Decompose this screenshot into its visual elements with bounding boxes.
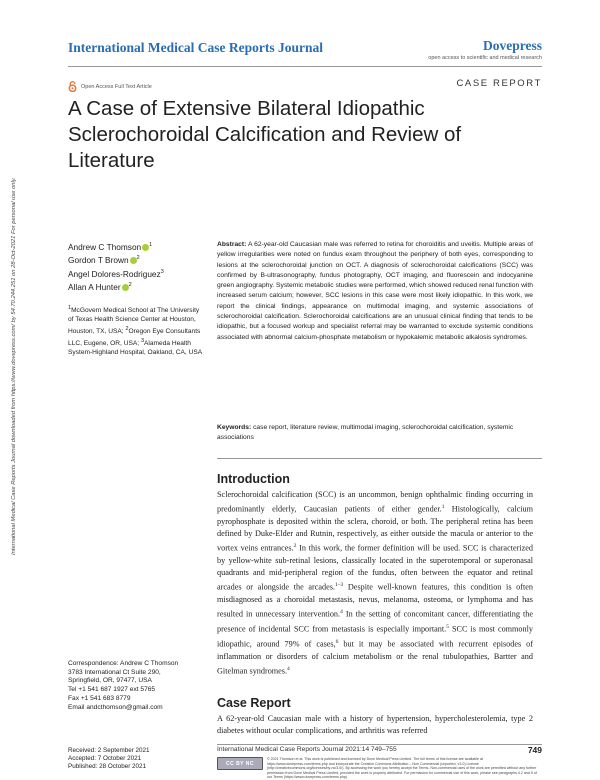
open-access-label [68,81,152,92]
publisher-logo[interactable]: Dovepress [483,38,542,53]
article-type: CASE REPORT [456,78,542,89]
article-dates: Received: 2 September 2021 Accepted: 7 October 2021 Published: 28 October 2021 [68,747,150,770]
cc-license-icon[interactable]: CC BY NC [217,757,263,770]
article-title: A Case of Extensive Bilateral Idiopathic Sclerochoroidal Calcification and Review of Literature [68,97,462,172]
reference-link[interactable]: 5 [446,623,449,630]
reference-link[interactable]: 1–3 [334,582,344,589]
journal-name[interactable]: International Medical Case Reports Journal [68,40,323,55]
correspondence: Correspondence: Andrew C Thomson 3783 International Ct Suite 290, Springfield, OR, 97477, USA Tel +1 541 687 1927 ext 5765 Fax +1 541 683 8779 Email andcthomson@gmail.com [68,660,208,712]
page-number: 749 [527,745,542,755]
introduction-heading: Introduction [217,472,290,486]
keywords-text: case report, literature review, multimodal imaging, sclerochoroidal calcification, systemic associations [217,424,514,442]
reference-link[interactable]: 2 [293,543,297,550]
download-notice: International Medical Case Reports Journal downloaded from https://www.dovepress.com/ by 54.70.244.251 on 28-Oct-2021 For personal use only. [11,177,17,555]
author-item: Allan A Hunter $^2$ [68,281,132,292]
license-block [217,757,539,780]
author-list [68,240,164,293]
orcid-icon[interactable] [130,257,137,264]
open-access-text: Open Access Full Text Article [81,83,152,90]
affiliations: $^1$McGovern Medical School at The University of Texas Health Science Center at Houston, Houston, TX, USA; $^2$Oregon Eye Consultants LLC, Eugene, OR, USA; $^3$Alameda Health System-Highland Hospital, Oakland, CA, USA [68,305,203,356]
open-access-lock-icon [68,81,77,92]
abstract [217,240,533,343]
reference-link[interactable]: 1 [441,504,445,511]
orcid-icon[interactable] [122,284,129,291]
license-text: © 2021 Thomson et al. This work is published and licensed by Dove Medical Press Limited. The full terms of this license are available at https://www.dovepress.com/terms.php and incorporate the Creative Commons Attribution – Non Commercial (unported, v3.0) License (http://creativecommons.org/licenses/by-nc/3.0/). By accessing the work you hereby accept the Terms. Non-commercial uses of the work are permitted without any further permission from Dove Medical Press Limited, provided the work is properly attributed. For permission for commercial use of this work, please see paragraphs 4.2 and 5 of our Terms (https://www.dovepress.com/terms.php). [267,757,537,780]
keywords [217,423,533,444]
abstract-text: A 62-year-old Caucasian male was referred to retina for choroiditis and uveitis. Multiple areas of yellow irregularities were noted on fundus exam throughout the periphery of both eyes, corresponding to lesions at the sclerochoroidal junction on OCT. A diagnosis of sclerochoroidal calcifications (SCC) was confirmed by B-ultrasonography, fundus photography, OCT imaging, and fluorescein and indocyanine green angiography. Systemic metabolic studies were performed, which showed reduced renal function with increased serum calcium; however, SCC lesions in this case were most likely idiopathic. In this work, we report the clinical findings, appearance on multimodal imaging, and systemic associations of sclerochoroidal calcification. Sclerochoroidal calcifications are an unusual clinical finding that tends to be idiopathic, but a focused workup and specialist referral may be warranted to exclude systemic conditions associated with abnormal calcium-phosphate metabolism or hypokalemic metabolic alkalosis syndromes. [217,241,533,341]
correspondence-email[interactable]: Email andcthomson@gmail.com [68,703,163,711]
author-item: Gordon T Brown $^2$ [68,255,140,266]
abstract-label: Abstract: [217,241,247,248]
section-divider [217,458,542,459]
publisher-tagline: open access to scientific and medical research [428,55,542,61]
case-report-text: A 62-year-old Caucasian male with a history of hypertension, hypercholesterolemia, type 2 diabetes without ocular complications, and arthritis was referred [217,714,533,736]
case-report-heading: Case Report [217,696,291,710]
introduction-text: Sclerochoroidal calcification (SCC) is an uncommon, benign ophthalmic finding occurring in predominantly elderly, Caucasian patients of either gender.$^1$ Histologically, calcium pyrophosphate is deposited within the sclera, choroid, or both. The peripheral retina has been defined by Duke-Elder and Rutnin, respectively, as either outside the macula or anterior to the vortex veins entrances.$^2$ In this work, the former definition will be used. SCC is characterized by yellow-white sub-retinal lesions, classically located in the superotemporal or superonasal quadrants and mid-peripheral region of the fundus, often between the equator and retinal arcades or alongside the arcades.$^{1-3}$ Despite well-known features, this condition is often misdiagnosed as a choroidal metastasis, nevus, melanoma, osteoma, or lymphoma and has resulted in unnecessary intervention.$^4$ In the setting of concomitant cancer, differentiating the presence of incidental SCC from metastasis is especially important.$^5$ SCC is most commonly idiopathic, around 79% of cases,$^6$ but it may be associated with recurrent episodes of inflammation or disorders of calcium metabolism or the renal tubulopathies, Bartter and Gitelman syndromes.$^4$ [217,490,534,676]
reference-link[interactable]: 4 [340,609,343,616]
author-item: Angel Dolores-Rodriguez$^3$ [68,268,164,279]
footer-citation[interactable]: International Medical Case Reports Journal 2021:14 749–755 [217,746,397,753]
keywords-label: Keywords: [217,424,252,431]
footer-divider [217,744,542,745]
reference-link[interactable]: 6 [335,638,339,645]
author-item: Andrew C Thomson $^1$ [68,241,153,252]
header-divider [68,66,542,67]
reference-link[interactable]: 4 [287,665,290,672]
